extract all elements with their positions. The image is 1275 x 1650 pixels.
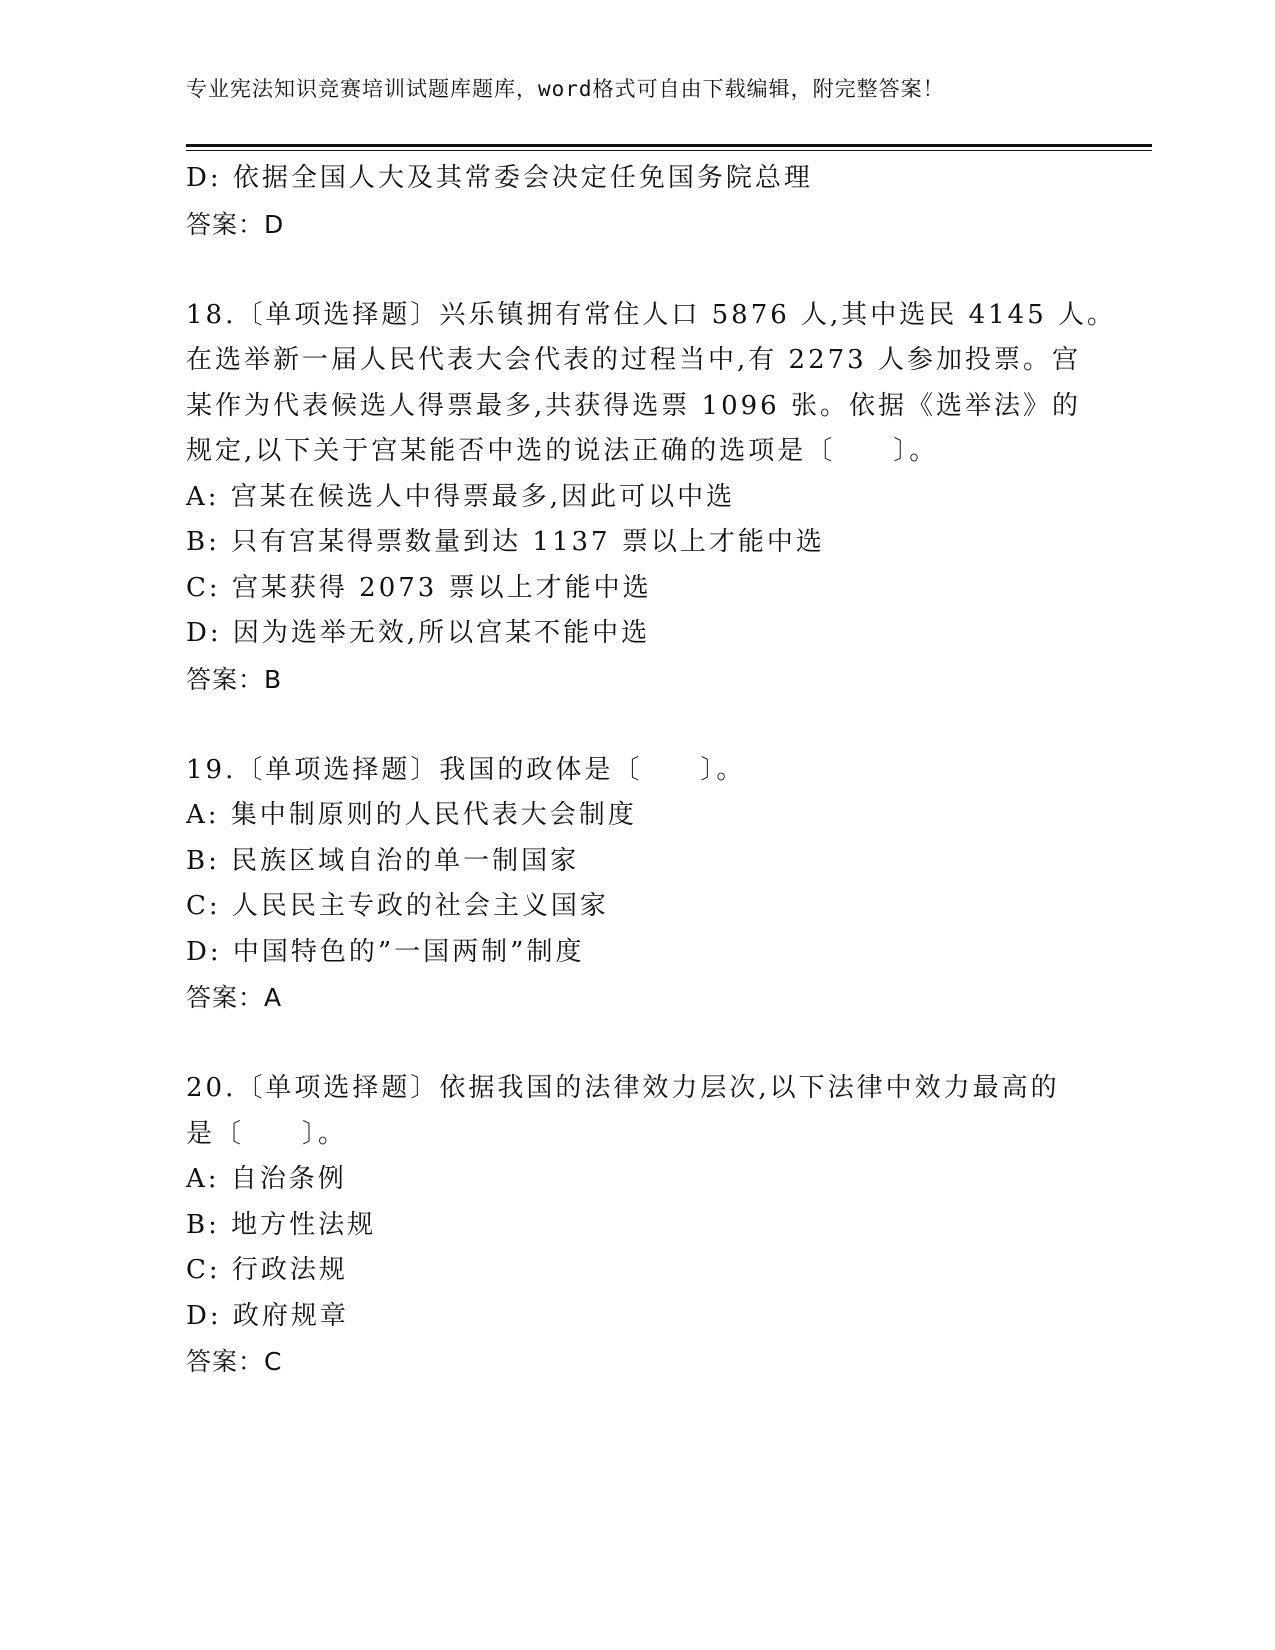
option-d: D: 中国特色的”一国两制”制度	[186, 936, 585, 967]
question-18	[186, 293, 1117, 703]
option-a: A: 宫某在候选人中得票最多,因此可以中选	[186, 481, 736, 512]
question-stem-line: 20.〔单项选择题〕依据我国的法律效力层次,以下法律中效力最高的	[186, 1073, 1060, 1103]
answer-line: 答案：D	[186, 209, 285, 239]
option-c: C: 行政法规	[186, 1255, 348, 1285]
question-20	[186, 1066, 1086, 1385]
question-stem-line: 19.〔单项选择题〕我国的政体是〔 〕。	[186, 754, 746, 785]
question-stem-line: 18.〔单项选择题〕兴乐镇拥有常住人口 5876 人,其中选民 4145 人。	[186, 299, 1117, 330]
page-header: 专业宪法知识竞赛培训试题库题库，word格式可自由下载编辑，附完整答案！	[186, 77, 945, 101]
answer-line: 答案：C	[186, 1347, 283, 1376]
question-stem-line: 某作为代表候选人得票最多,共获得选票 1096 张。依据《选举法》的	[186, 390, 1081, 421]
option-d: D: 依据全国人大及其常委会决定任免国务院总理	[186, 163, 813, 193]
option-d: D: 政府规章	[186, 1300, 349, 1331]
option-b: B: 民族区域自治的单一制国家	[186, 845, 580, 876]
document-body	[186, 156, 1117, 1385]
answer-line: 答案：B	[186, 664, 283, 694]
previous-question-tail	[186, 156, 1086, 247]
question-stem-line: 规定,以下关于宫某能否中选的说法正确的选项是〔 〕。	[186, 436, 939, 466]
option-b: B: 只有宫某得票数量到达 1137 票以上才能中选	[186, 527, 825, 557]
option-c: C: 宫某获得 2073 票以上才能中选	[186, 572, 652, 603]
question-19	[186, 748, 1086, 1021]
header-rule-thin	[186, 150, 1152, 151]
question-stem-line: 是〔 〕。	[186, 1118, 348, 1149]
answer-line: 答案：A	[186, 983, 283, 1012]
header-rule-thick	[186, 144, 1152, 147]
option-a: A: 集中制原则的人民代表大会制度	[186, 800, 637, 830]
option-c: C: 人民民主专政的社会主义国家	[186, 891, 609, 921]
option-d: D: 因为选举无效,所以宫某不能中选	[186, 618, 651, 648]
question-stem-line: 在选举新一届人民代表大会代表的过程当中,有 2273 人参加投票。宫	[186, 345, 1081, 375]
option-b: B: 地方性法规	[186, 1209, 377, 1240]
option-a: A: 自治条例	[186, 1164, 347, 1194]
